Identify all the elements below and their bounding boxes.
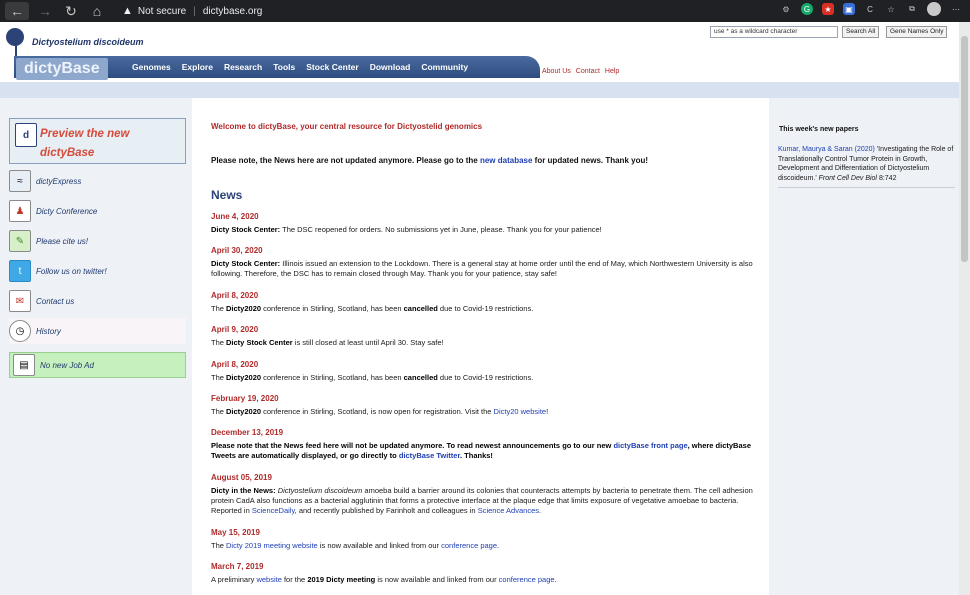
papers-heading: This week's new papers — [779, 126, 859, 133]
job-ad-label: No new Job Ad — [40, 360, 94, 370]
site-header — [0, 22, 970, 82]
sidebar-item-label: Contact us — [36, 296, 75, 306]
species-title: Dictyostelium discoideum — [32, 37, 144, 47]
sidebar-item-dictyexpress[interactable] — [9, 168, 186, 194]
sidebar-item-label: Please cite us! — [36, 236, 89, 246]
address-separator: | — [193, 5, 196, 17]
news-lead: Dicty in the News: — [211, 486, 276, 495]
news-text: conference in Stirling, Scotland, has been — [261, 373, 404, 382]
news-italic: Dictyostelium discoideum — [275, 486, 363, 495]
news-text: The — [211, 373, 227, 382]
new-database-link[interactable]: new database — [479, 156, 533, 165]
sidebar-item-history[interactable] — [9, 318, 186, 344]
browser-toolbar — [0, 0, 970, 22]
news-body — [211, 373, 756, 383]
nav-genomes[interactable]: Genomes — [132, 62, 171, 72]
conference-page-link[interactable]: conference page — [498, 575, 555, 584]
news-lead: 2019 Dicty meeting — [307, 575, 376, 584]
help-link[interactable]: Help — [604, 68, 620, 75]
news-text: is now available and linked from our — [317, 541, 442, 550]
more-icon[interactable]: ⋯ — [952, 4, 960, 14]
sidebar-item-label: dictyExpress — [36, 176, 82, 186]
news-lead: Dicty2020 — [226, 304, 262, 313]
contact-link[interactable]: Contact — [575, 68, 600, 75]
cite-icon: ✎ — [9, 230, 31, 252]
news-text: . — [554, 575, 557, 584]
news-text: Illinois issued an extension to the Lockdown. There is a general stay at home order until the end of May, which Northwestern University is also following. Therefore, the DSC has to remain closed through May. Thank you for your patience, stay safe! — [211, 259, 753, 278]
sciencedaily-link[interactable]: ScienceDaily — [251, 506, 295, 515]
news-text: . — [539, 506, 542, 515]
news-text: The — [211, 407, 227, 416]
news-text: amoeba build a barrier around its colonies that counteracts attempts by bacteria to penetrate them. The cell adhesion protein CadA also functions as a bacterial agglutinin that forms a protective interface at the plaque edge that limits exposure of vegetative amoebae to bacteria. Reported in — [211, 486, 753, 515]
news-lead: Dicty2020 — [226, 407, 262, 416]
dictybase-twitter-link[interactable]: dictyBase Twitter — [398, 451, 460, 460]
news-body — [211, 225, 756, 235]
clock-icon: ◷ — [9, 320, 31, 342]
nav-explore[interactable]: Explore — [181, 62, 213, 72]
news-notice — [211, 156, 648, 165]
paper-journal: Front Cell Dev Biol — [818, 174, 877, 182]
news-body — [211, 407, 756, 417]
dictyexpress-icon: ≈ — [9, 170, 31, 192]
website-link[interactable]: website — [256, 575, 282, 584]
preview-new-dictybase[interactable] — [9, 118, 186, 164]
news-item — [211, 246, 756, 279]
news-heading: News — [211, 188, 243, 202]
notice-text-end: for updated news. Thank you! — [532, 156, 648, 165]
home-icon[interactable]: ⌂ — [92, 3, 102, 19]
news-text: is still closed at least until April 30. Stay safe! — [292, 338, 444, 347]
url-text: dictybase.org — [202, 5, 263, 17]
read-aloud-icon[interactable]: ⚙ — [782, 4, 790, 14]
news-body — [211, 541, 756, 551]
security-label: Not secure — [137, 5, 187, 17]
profile-avatar[interactable] — [927, 2, 941, 16]
search-all-button[interactable]: Search All — [842, 26, 879, 38]
dictybase-logo-icon: d — [15, 123, 37, 147]
news-item — [211, 291, 756, 314]
news-text: is now available and linked from our — [375, 575, 499, 584]
news-text: The DSC reopened for orders. No submissions yet in June, please. Thank you for your patience! — [280, 225, 602, 234]
utility-links — [542, 68, 619, 75]
news-body — [211, 304, 756, 314]
reload-icon[interactable]: ↻ — [65, 2, 77, 19]
dicty-2019-website-link[interactable]: Dicty 2019 meeting website — [226, 541, 318, 550]
address-bar[interactable] — [122, 0, 262, 22]
dictybase-front-page-link[interactable]: dictyBase front page — [613, 441, 688, 450]
news-bold: , where dictyBase Tweets are automatically displayed, or go directly to — [211, 441, 751, 460]
news-bold: . Thanks! — [459, 451, 493, 460]
about-us-link[interactable]: About Us — [542, 68, 571, 75]
sidebar-item-label: Follow us on twitter! — [36, 266, 107, 276]
page-scrollbar[interactable] — [959, 22, 970, 595]
news-text: A preliminary — [211, 575, 257, 584]
twitter-icon: t — [9, 260, 31, 282]
news-item — [211, 528, 756, 551]
welcome-heading: Welcome to dictyBase, your central resource for Dictyostelid genomics — [211, 122, 483, 131]
news-date: April 8, 2020 — [211, 360, 259, 369]
news-body — [211, 259, 756, 279]
news-text: The — [211, 541, 227, 550]
extension-blue-icon[interactable]: ▣ — [843, 3, 855, 15]
news-bold: Please note that the News feed here will not be updated anymore. To read newest announcements go to our new — [211, 441, 614, 450]
news-text: The — [211, 304, 227, 313]
gene-names-button[interactable]: Gene Names Only — [886, 26, 947, 38]
nav-download[interactable]: Download — [369, 62, 411, 72]
main-nav — [132, 58, 468, 76]
news-date: May 15, 2019 — [211, 528, 260, 537]
news-date: April 8, 2020 — [211, 291, 259, 300]
paper-authors-link[interactable]: Kumar, Maurya & Saran (2020) — [778, 146, 875, 153]
brand-logo[interactable]: dictyBase — [16, 58, 108, 80]
job-ad-icon: ▤ — [13, 354, 35, 376]
nav-tools[interactable]: Tools — [273, 62, 296, 72]
conference-icon: ♟ — [9, 200, 31, 222]
news-lead: Dicty Stock Center — [226, 338, 293, 347]
main-content — [192, 98, 769, 595]
search-input[interactable]: use * as a wildcard character — [710, 26, 838, 38]
news-text: . — [497, 541, 500, 550]
news-text: for the — [281, 575, 308, 584]
paper-title: 'Investigating the Role of Translationally Control Tumor Protein in Growth, Development and Differentiation of Dictyostelium discoideum.' — [778, 146, 954, 182]
news-date: April 30, 2020 — [211, 246, 263, 255]
science-advances-link[interactable]: Science Advances — [477, 506, 539, 515]
news-date: June 4, 2020 — [211, 212, 259, 221]
sidebar-item-dicty-conference[interactable] — [9, 198, 186, 224]
news-text: , and recently published by Farinholt and colleagues in — [294, 506, 478, 515]
preview-label: Preview the new dictyBase — [40, 128, 130, 159]
sidebar-item-cite[interactable] — [9, 228, 186, 254]
news-body — [211, 575, 756, 585]
news-text: due to Covid-19 restrictions. — [437, 304, 534, 313]
sidebar-item-contact[interactable] — [9, 288, 186, 314]
news-body — [211, 338, 756, 348]
back-icon[interactable]: ← — [5, 2, 29, 20]
paper-volume: 8:742 — [877, 174, 897, 182]
conference-page-link[interactable]: conference page — [441, 541, 498, 550]
right-sidebar — [769, 98, 959, 595]
news-lead: Dicty Stock Center: — [211, 225, 281, 234]
forward-icon[interactable]: → — [38, 3, 52, 19]
header-band — [0, 82, 970, 98]
news-item — [211, 562, 756, 585]
left-sidebar — [0, 98, 192, 595]
paper-entry — [778, 145, 955, 188]
news-item — [211, 473, 756, 516]
news-text: due to Covid-19 restrictions. — [437, 373, 534, 382]
collections-icon[interactable]: ⧉ — [909, 4, 915, 13]
news-date: February 19, 2020 — [211, 394, 279, 403]
sidebar-item-label: History — [36, 326, 61, 336]
nav-community[interactable]: Community — [421, 62, 469, 72]
nav-research[interactable]: Research — [223, 62, 263, 72]
news-date: April 9, 2020 — [211, 325, 259, 334]
nav-stock-center[interactable]: Stock Center — [306, 62, 359, 72]
extension-red-icon[interactable]: ★ — [822, 3, 834, 15]
notice-text: Please note, the News here are not updated anymore. Please go to the — [211, 156, 480, 165]
news-item — [211, 325, 756, 348]
news-lead: Dicty2020 — [226, 373, 262, 382]
news-text: conference in Stirling, Scotland, is now open for registration. Visit the — [261, 407, 494, 416]
contact-icon: ✉ — [9, 290, 31, 312]
news-text: ! — [546, 407, 549, 416]
sidebar-item-twitter[interactable] — [9, 258, 186, 284]
favorites-icon[interactable]: ☆ — [887, 4, 895, 14]
news-item — [211, 428, 756, 461]
extension-c-icon[interactable]: C — [867, 4, 873, 14]
news-date: December 13, 2019 — [211, 428, 284, 437]
job-ad-box[interactable] — [9, 352, 186, 378]
browser-extensions — [780, 2, 962, 16]
news-text: The — [211, 338, 227, 347]
news-date: August 05, 2019 — [211, 473, 272, 482]
news-item — [211, 212, 756, 235]
news-date: March 7, 2019 — [211, 562, 264, 571]
scrollbar-thumb[interactable] — [961, 36, 968, 262]
dicty20-website-link[interactable]: Dicty20 website — [493, 407, 547, 416]
news-body — [211, 486, 756, 516]
warning-icon: ▲ — [122, 5, 133, 17]
news-item — [211, 360, 756, 383]
news-bold: cancelled — [403, 373, 438, 382]
sidebar-item-label: Dicty Conference — [36, 206, 98, 216]
grammarly-icon[interactable]: G — [801, 3, 813, 15]
news-text: conference in Stirling, Scotland, has been — [261, 304, 404, 313]
news-bold: cancelled — [403, 304, 438, 313]
news-body — [211, 441, 756, 461]
news-lead: Dicty Stock Center: — [211, 259, 281, 268]
news-item — [211, 394, 756, 417]
